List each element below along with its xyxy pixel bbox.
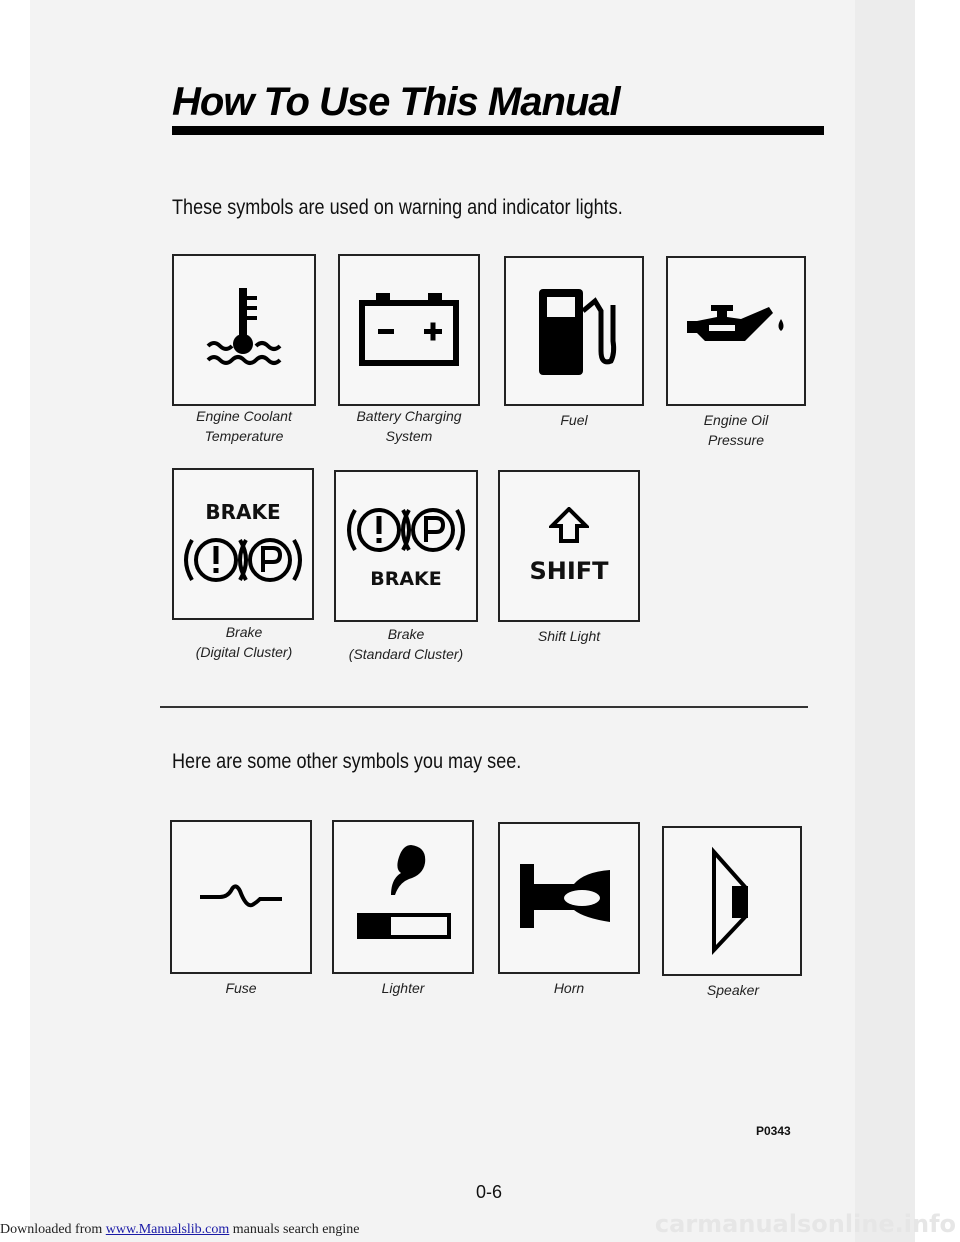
shift-light-icon [498,470,640,622]
engine-coolant-temperature-icon [172,254,316,406]
watermark: carmanualsonline.info [654,1210,956,1238]
engine-coolant-caption: Engine Coolant Temperature [196,408,292,444]
fuel-caption: Fuel [560,412,588,428]
page-number: 0-6 [476,1182,503,1202]
speaker-caption: Speaker [706,982,760,998]
brake-circles-icon [345,502,467,558]
download-notice: Downloaded from www.Manualslib.com manuals search engine [0,1222,360,1237]
horn-caption: Horn [553,980,585,996]
fuse-caption: Fuse [225,980,257,996]
title-rule [172,126,824,135]
battery-icon [338,254,480,406]
warning-symbols-intro: These symbols are used on warning and indicator lights. [172,196,623,219]
figure-code: P0343 [756,1124,791,1138]
section-divider [160,706,808,708]
shift-light-caption: Shift Light [537,628,601,644]
lighter-icon [332,820,474,974]
brake-label: BRAKE [370,568,442,590]
other-symbols-intro: Here are some other symbols you may see. [172,750,522,773]
lighter-caption: Lighter [381,980,425,996]
brake-standard-icon [334,470,478,622]
speaker-icon [662,826,802,976]
brake-standard-caption: Brake (Standard Cluster) [348,626,464,662]
shift-label: SHIFT [529,557,609,585]
shift-arrow-icon [549,507,589,543]
oil-can-icon [666,256,806,406]
brake-circles-icon [182,532,304,588]
manualslib-link[interactable]: www.Manualslib.com [105,1222,230,1237]
horn-icon [498,822,640,974]
page-edge-shade [855,0,915,1242]
fuse-icon [170,820,312,974]
fuel-pump-icon [504,256,644,406]
engine-oil-caption: Engine Oil Pressure [703,412,769,448]
brake-label: BRAKE [205,500,281,524]
brake-digital-caption: Brake (Digital Cluster) [195,624,293,660]
page-title: How To Use This Manual [172,80,620,124]
battery-caption: Battery Charging System [356,408,462,444]
brake-digital-icon [172,468,314,620]
